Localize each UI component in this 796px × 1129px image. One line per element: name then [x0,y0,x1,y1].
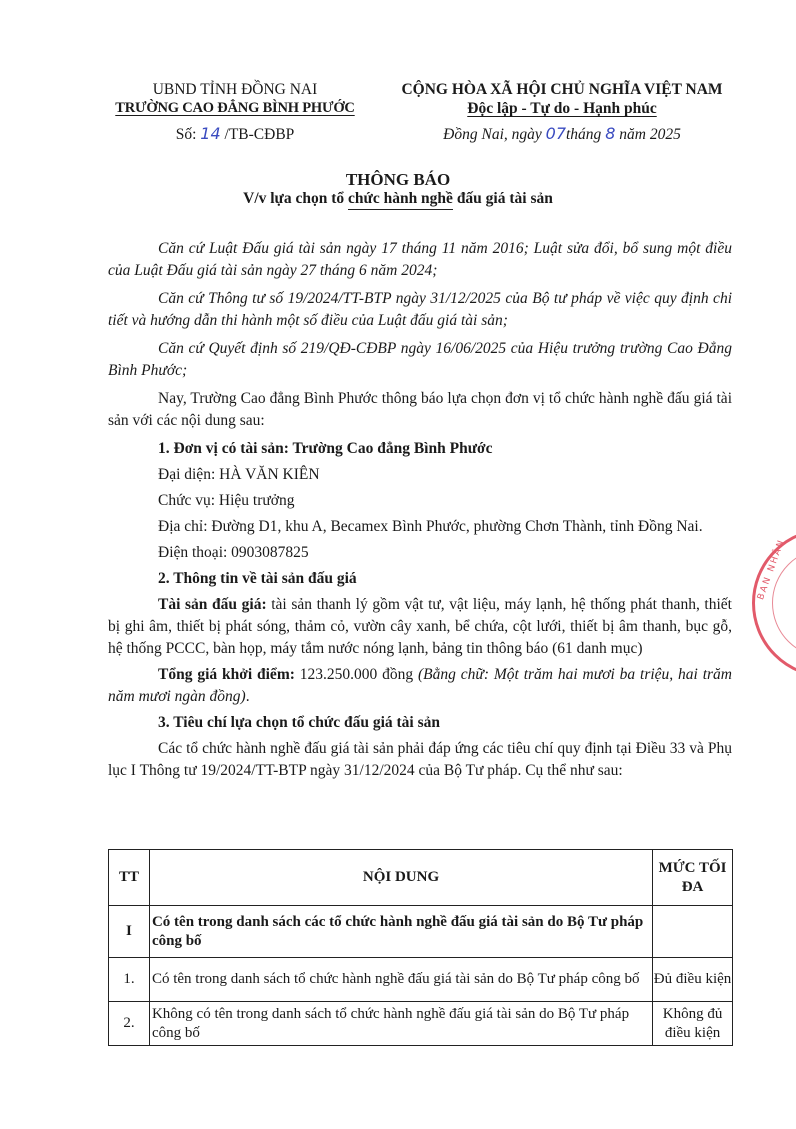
section-1-heading: 1. Đơn vị có tài sản: Trường Cao đẳng Bình Phước [158,440,493,457]
legal-basis-2: Căn cứ Thông tư số 19/2024/TT-BTP ngày 31/12/2025 của Bộ tư pháp về việc quy định chi tiết và hướng dẫn thi hành một số điều của Luật đấu giá tài sản; [108,290,732,329]
phone: Điện thoại: 0903087825 [158,544,309,561]
address: Địa chỉ: Đường D1, khu A, Becamex Bình Phước, phường Chơn Thành, tỉnh Đồng Nai. [158,518,703,535]
table-row: I Có tên trong danh sách các tổ chức hành nghề đấu giá tài sản do Bộ Tư pháp công bố [109,906,733,958]
intro-paragraph: Nay, Trường Cao đẳng Bình Phước thông báo lựa chọn đơn vị tổ chức hành nghề đấu giá tài sản với các nội dung sau: [108,390,732,429]
document-number: Số: 14 /TB-CĐBP [175,124,295,143]
national-header [378,80,746,144]
header-max: MỨC TỐI ĐA [653,850,733,906]
issuing-organization: TRƯỜNG CAO ĐẲNG BÌNH PHƯỚC [115,100,355,116]
asset-description: Tài sản đấu giá: tài sản thanh lý gồm vật tư, vật liệu, máy lạnh, hệ thống phát thanh, thiết bị ghi âm, thiết bị phát sóng, thảm cỏ, vườn cây xanh, bể chứa, cột lưới, thiết bị âm thanh, bục gỗ, hệ thống PCCC, bàn họp, máy tắm nước nóng lạnh, bảng tin thông báo (61 danh mục) [108,596,732,657]
handwritten-month: 8 [605,124,616,143]
starting-price: Tổng giá khởi điểm: 123.250.000 đồng (Bằng chữ: Một trăm hai mươi ba triệu, hai trăm năm mươi ngàn đồng). [108,666,732,705]
handwritten-number: 14 [200,124,221,143]
document-subtitle: V/v lựa chọn tổ chức hành nghề đấu giá tài sản [0,190,796,208]
nation-name: CỘNG HÒA XÃ HỘI CHỦ NGHĨA VIỆT NAM [401,81,723,98]
legal-basis-1: Căn cứ Luật Đấu giá tài sản ngày 17 tháng 11 năm 2016; Luật sửa đổi, bổ sung một điều của Luật Đấu giá tài sản ngày 27 tháng 6 năm 2024; [108,240,732,279]
table-row: 1. Có tên trong danh sách tổ chức hành nghề đấu giá tài sản do Bộ Tư pháp công bố Đủ điều kiện [109,958,733,1002]
agency-block [100,80,370,144]
section-3-heading: 3. Tiêu chí lựa chọn tổ chức đấu giá tài sản [158,714,441,731]
header-content: NỘI DUNG [149,850,652,906]
table-header-row [109,850,733,906]
legal-basis-3: Căn cứ Quyết định số 219/QĐ-CĐBP ngày 16/06/2025 của Hiệu trưởng trường Cao Đẳng Bình Phước; [108,340,732,379]
position: Chức vụ: Hiệu trưởng [158,492,295,509]
parent-agency: UBND TỈNH ĐỒNG NAI [152,81,318,98]
representative: Đại diện: HÀ VĂN KIÊN [158,466,320,483]
document-body [108,238,732,786]
national-motto: Độc lập - Tự do - Hạnh phúc [467,100,657,117]
section-3-text: Các tổ chức hành nghề đấu giá tài sản phải đáp ứng các tiêu chí quy định tại Điều 33 và Phụ lục I Thông tư 19/2024/TT-BTP ngày 31/12/2024 của Bộ Tư pháp. Cụ thể như sau: [108,740,732,779]
document-title: THÔNG BÁO [345,170,451,189]
seal-text: BAN NHÂN [756,537,788,602]
criteria-table [108,849,733,1046]
section-2-heading: 2. Thông tin về tài sản đấu giá [158,570,357,587]
handwritten-day: 07 [545,124,566,143]
header-tt: TT [109,850,150,906]
place-date: Đồng Nai, ngày 07tháng 8 năm 2025 [443,124,681,143]
table-row: 2. Không có tên trong danh sách tổ chức hành nghề đấu giá tài sản do Bộ Tư pháp công bố Không đủ điều kiện [109,1002,733,1046]
